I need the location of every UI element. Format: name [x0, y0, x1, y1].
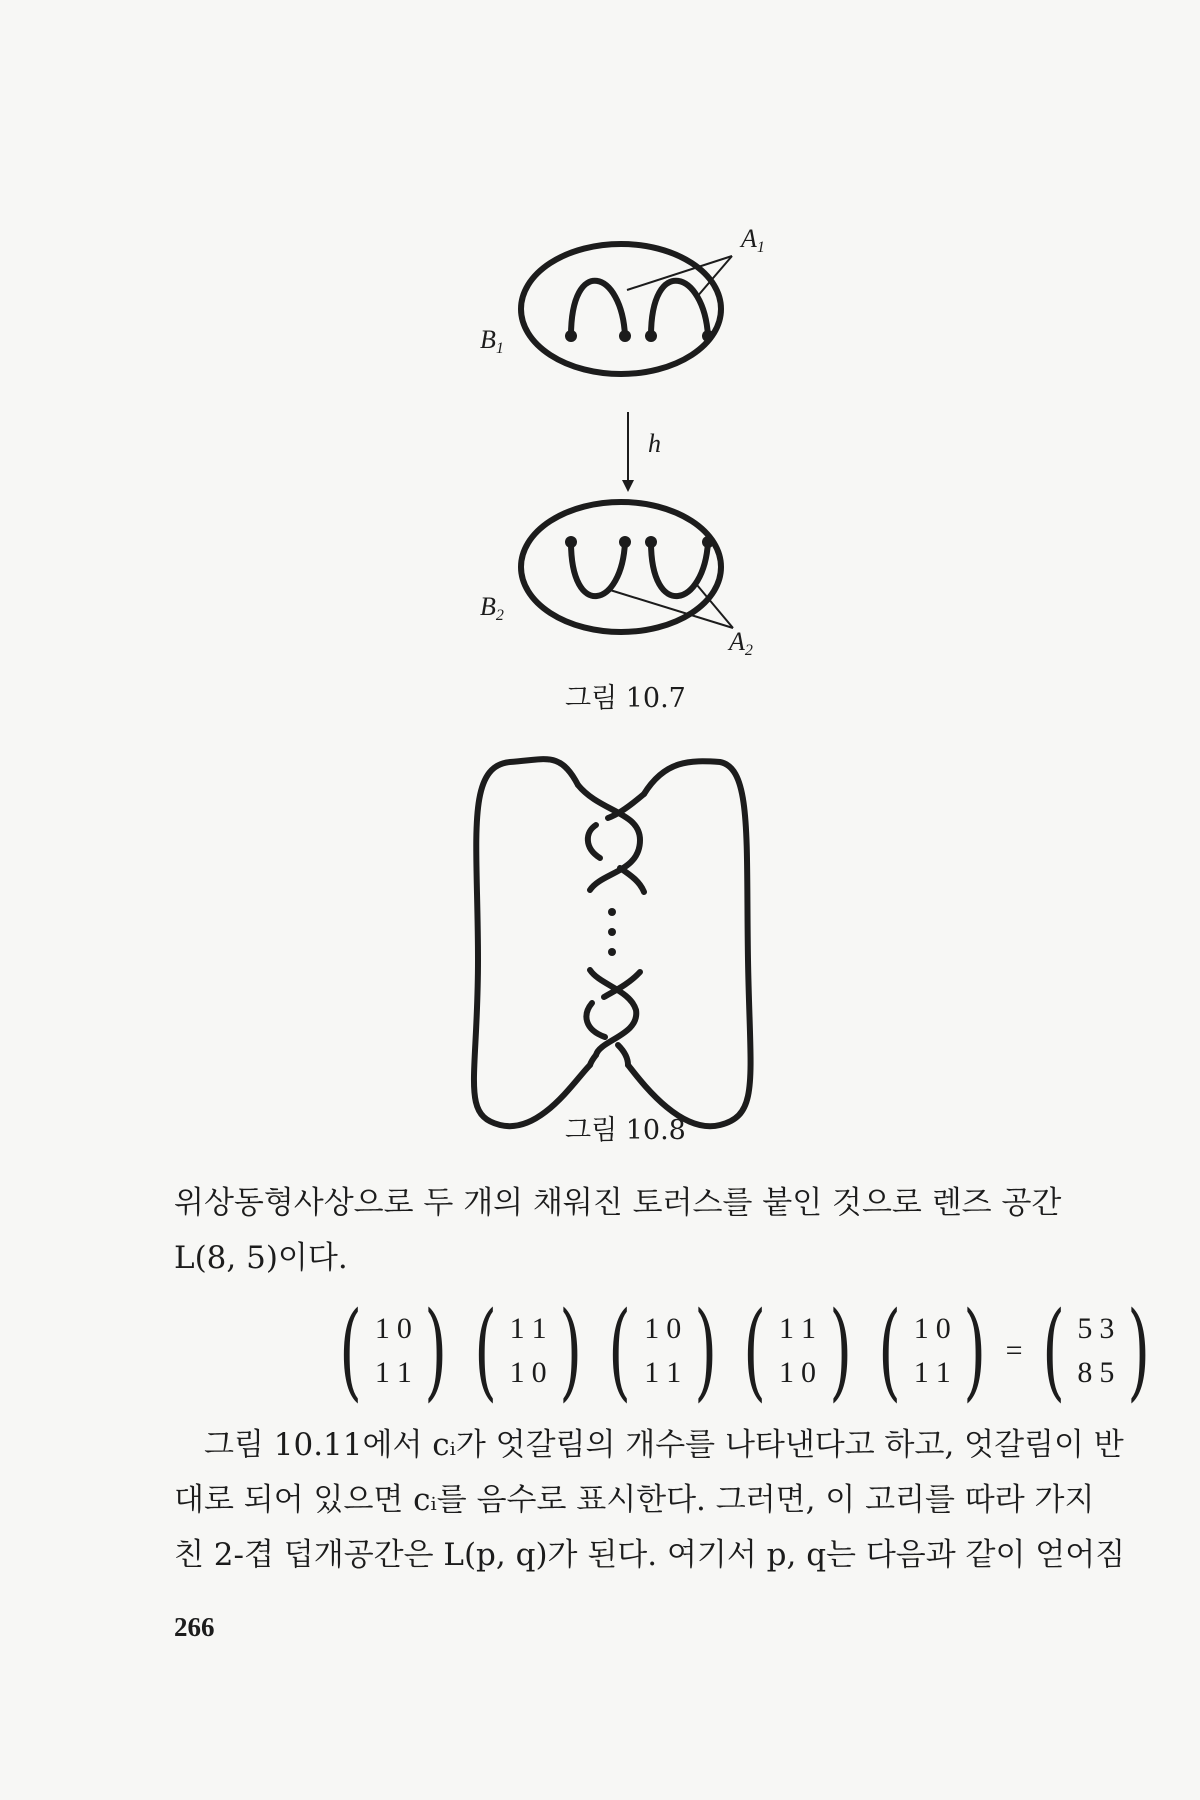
- top-arc-left: [571, 281, 625, 336]
- label-a1-sub: 1: [756, 239, 765, 256]
- twist-strand: [586, 1003, 605, 1037]
- figure-10-7: [480, 224, 765, 659]
- label-b2-sub: 2: [495, 607, 504, 624]
- text-line: L(8, 5)이다.: [174, 1240, 348, 1276]
- matrix-factor: ( 1 1 1 0 ): [474, 1289, 583, 1412]
- matrix-factor: ( 1 0 1 1 ): [878, 1289, 987, 1412]
- bottom-arc-left: [571, 542, 625, 596]
- svg-text:B1: [480, 325, 504, 357]
- paragraph-lens-space: [174, 1176, 1076, 1286]
- label-b2: B: [480, 592, 496, 621]
- endpoint: [702, 330, 714, 342]
- figure-10-8-caption: 그림 10.8: [565, 1115, 686, 1146]
- endpoint: [619, 330, 631, 342]
- twist-strand: [620, 868, 644, 892]
- text-line: 그림 10.11에서 cᵢ가 엇갈림의 개수를 나타낸다고 하고, 엇갈림이 반: [204, 1427, 1124, 1463]
- label-b1-sub: 1: [495, 340, 504, 357]
- svg-text:A2: [727, 627, 753, 659]
- matrix-result: ( 5 3 8 5 ): [1041, 1289, 1150, 1412]
- endpoint: [619, 536, 631, 548]
- svg-text:A1: [739, 224, 765, 256]
- top-arc-right: [651, 281, 708, 336]
- ellipsis-dot: [608, 948, 616, 956]
- endpoint: [565, 330, 577, 342]
- figure-10-8: [474, 759, 751, 1126]
- map-arrow-head: [622, 480, 634, 492]
- equals-sign: =: [1005, 1334, 1023, 1367]
- label-a2-sub: 2: [744, 642, 753, 659]
- outer-loop-left: [474, 759, 590, 1126]
- text-line: 위상동형사상으로 두 개의 채워진 토러스를 붙인 것으로 렌즈 공간: [174, 1185, 1062, 1221]
- text-line: 친 2-겹 덥개공간은 L(p, q)가 된다. 여기서 p, q는 다음과 같이 얻어짐: [174, 1537, 1126, 1573]
- ellipsis-dot: [608, 908, 616, 916]
- matrix-factor: ( 1 0 1 1 ): [339, 1289, 448, 1412]
- svg-text:B2: [480, 592, 504, 624]
- twist-strand: [618, 1045, 628, 1065]
- paragraph-branched-cover-cont: [174, 1473, 1126, 1583]
- matrix-equation: [330, 1289, 1150, 1412]
- endpoint: [565, 536, 577, 548]
- label-a2: A: [729, 627, 745, 656]
- label-h: h: [648, 429, 661, 458]
- endpoint: [645, 536, 657, 548]
- endpoint: [702, 536, 714, 548]
- label-a1: A: [741, 224, 757, 253]
- figure-10-7-caption: 그림 10.7: [565, 683, 686, 714]
- outer-loop-right: [628, 761, 751, 1126]
- paragraph-branched-cover: [174, 1418, 1124, 1473]
- twist-strand: [590, 1055, 596, 1065]
- label-b1: B: [480, 325, 496, 354]
- twist-strand: [588, 825, 600, 858]
- matrix-factor: ( 1 1 1 0 ): [743, 1289, 852, 1412]
- endpoint: [645, 330, 657, 342]
- ellipsis-dot: [608, 928, 616, 936]
- page-number: 266: [174, 1612, 215, 1642]
- matrix-factor: ( 1 0 1 1 ): [608, 1289, 717, 1412]
- text-line: 대로 되어 있으면 cᵢ를 음수로 표시한다. 그러면, 이 고리를 따라 가지: [174, 1482, 1095, 1518]
